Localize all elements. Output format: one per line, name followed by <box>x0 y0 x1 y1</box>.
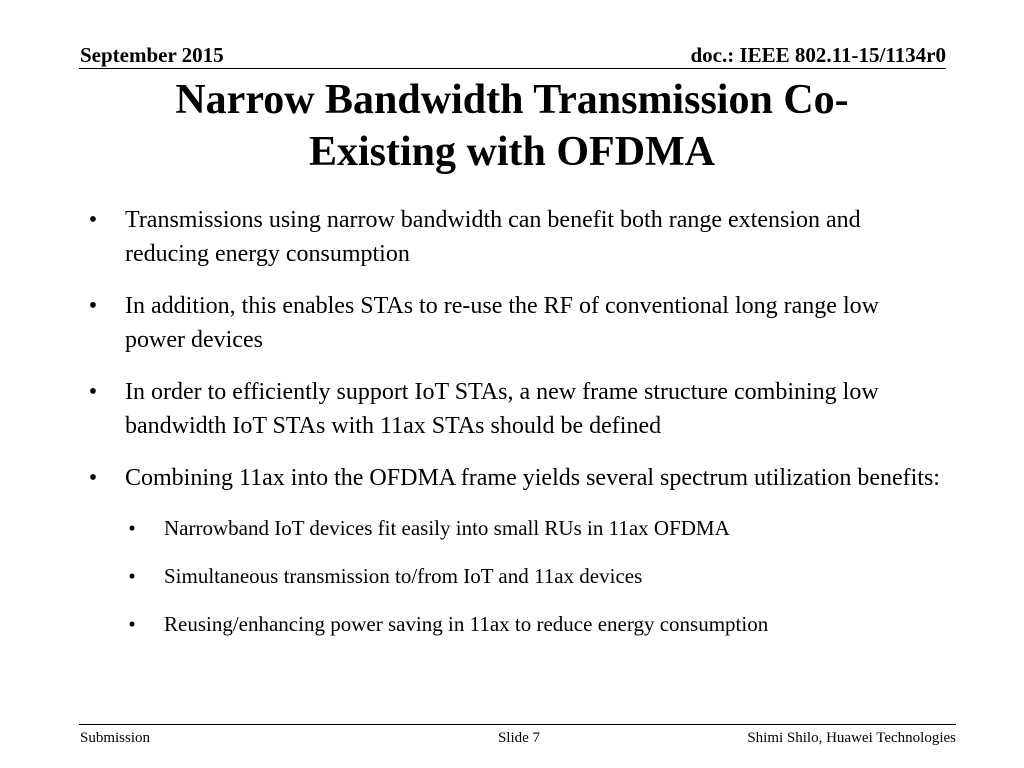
bullet-text: Combining 11ax into the OFDMA frame yields several spectrum utilization benefits: <box>125 465 940 491</box>
header-divider <box>79 68 946 69</box>
sub-bullet-text: Reusing/enhancing power saving in 11ax to reduce energy consumption <box>164 612 769 636</box>
bullet-item <box>0 375 1024 443</box>
bullet-marker: • <box>88 207 98 233</box>
bullet-item <box>0 289 1024 357</box>
bullet-text: In addition, this enables STAs to re-use the RF of conventional long range low power devices <box>125 293 879 353</box>
sub-bullet-marker: • <box>128 612 136 636</box>
sub-bullet-item <box>0 609 1024 639</box>
bullet-text: Transmissions using narrow bandwidth can benefit both range extension and reducing energy consumption <box>125 207 861 267</box>
bullet-item <box>0 461 1024 495</box>
bullet-text: In order to efficiently support IoT STAs, a new frame structure combining low bandwidth IoT STAs with 11ax STAs should be defined <box>125 379 879 439</box>
bullet-marker: • <box>88 293 98 319</box>
slide-title <box>70 74 954 178</box>
header-date: September 2015 <box>80 43 224 67</box>
footer-slide-number: Slide 7 <box>497 730 541 746</box>
bullet-marker: • <box>88 379 98 405</box>
slide-title-line-1: Narrow Bandwidth Transmission Co- <box>175 77 849 123</box>
sub-bullet-marker: • <box>128 516 136 540</box>
bullet-item <box>0 203 1024 271</box>
footer-divider <box>79 724 956 725</box>
sub-bullet-item <box>0 513 1024 543</box>
sub-bullet-text: Simultaneous transmission to/from IoT and 11ax devices <box>164 564 643 588</box>
bullet-content <box>0 203 1024 657</box>
sub-bullet-item <box>0 561 1024 591</box>
slide-title-line-2: Existing with OFDMA <box>308 129 715 175</box>
footer-submission: Submission <box>80 730 151 746</box>
header-doc-id: doc.: IEEE 802.11-15/1134r0 <box>690 43 946 67</box>
sub-bullet-marker: • <box>128 564 136 588</box>
bullet-marker: • <box>88 465 98 491</box>
bullet-list <box>0 203 1024 495</box>
sub-bullet-text: Narrowband IoT devices fit easily into small RUs in 11ax OFDMA <box>164 516 730 540</box>
footer-author: Shimi Shilo, Huawei Technologies <box>747 730 956 746</box>
sub-bullet-list <box>0 513 1024 639</box>
